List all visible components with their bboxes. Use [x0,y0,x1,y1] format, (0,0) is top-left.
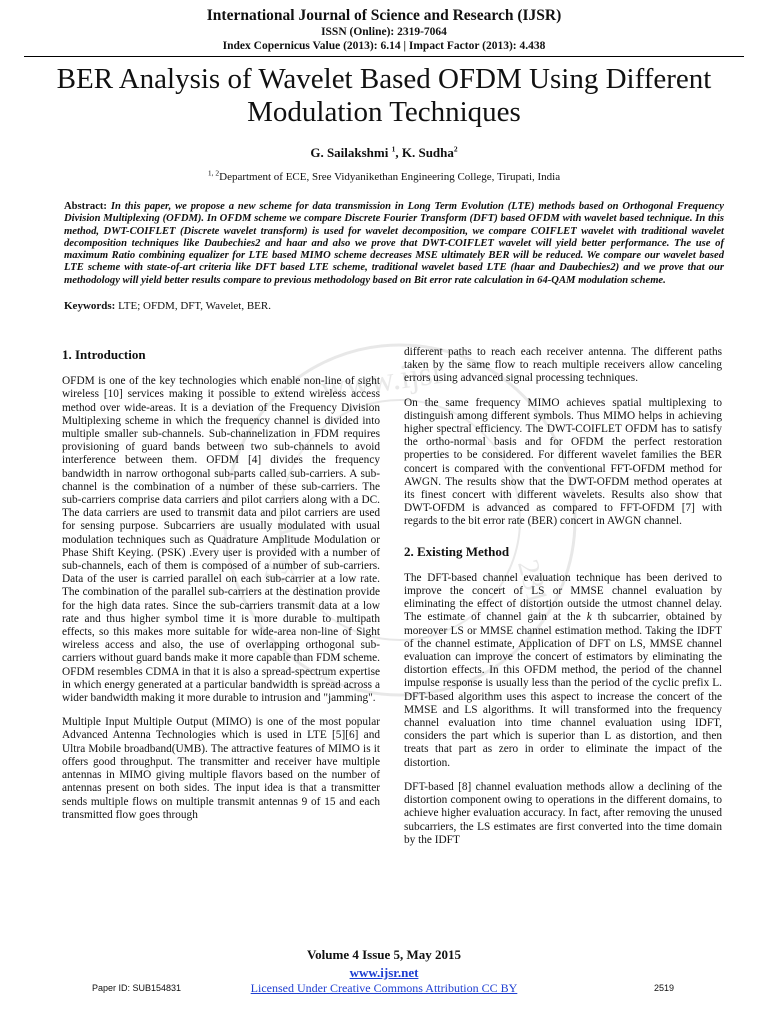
intro-paragraph-4: On the same frequency MIMO achieves spatial multiplexing to distinguish among different symbols. Thus MIMO helps in achieving higher spectral efficiency. The DWT-COIFLET OFDM has to satisfy the ortho-normal basis and for OFDM the perfect restoration properties to be considered. For different wavelet families the BER concert is compared with the conventional FFT-OFDM method for AWGN. The results show that the DWT-OFDM method operates at its finest concert with different wavelets. Results also show that DWT-OFDM is advanced as compared to FFT-OFDM [7] with regards to the bit error rate (BER) concert in AWGN channel. [404,396,722,528]
svg-text:2319: 2319 [510,556,559,623]
section-heading-introduction: 1. Introduction [62,347,146,362]
author-1-sup: 1 [391,144,396,154]
affiliation-text: Department of ECE, Sree Vidyanikethan Engineering College, Tirupati, India [219,171,561,183]
page-number: 2519 [654,983,675,993]
license-link[interactable]: Licensed Under Creative Commons Attribution CC BY [250,981,518,995]
footer-row [0,981,768,999]
author-2: K. Sudha [401,145,454,160]
keywords-text: LTE; OFDM, DFT, Wavelet, BER. [118,300,271,313]
left-column [62,346,380,944]
journal-website-link[interactable]: www.ijsr.net [349,965,419,980]
author-1: G. Sailakshmi [310,145,389,160]
issn-line: ISSN (Online): 2319-7064 [321,26,447,38]
paper-id: Paper ID: SUB154831 [92,983,182,993]
abstract [64,201,724,287]
body-columns [62,346,722,944]
svg-text:ISSN: ISSN [257,515,311,589]
affiliation-sup: 1, 2 [207,168,220,178]
journal-header [0,0,768,57]
affiliation [0,168,768,183]
author-line: G. Sailakshmi $^1$, K. Sudha$^2$ [310,144,458,160]
abstract-text: In this paper, we propose a new scheme for data transmission in Long Term Evolution (LTE) methods based on Orthogonal Frequency Division Multiplexing (OFDM). In OFDM scheme we compare Discrete Fourier Transform (DFT) based OFDM with wavelet based technique. In this method, DWT-COIFLET (Discrete wavelet transform) is used for wavelet decomposition, we compare COIFLET wavelet with traditional wavelet decomposition techniques like Daubechies2 and haar and also we prove that DWT-COIFLET wavelet will yield better performance. The use of maximum Ratio combining equalizer for LTE based MIMO scheme decreases MSE ultimately BER will be reduced. We compare our wavelet based LTE scheme with state-of-art criteria like DFT based LTE scheme, traditional wavelet based LTE (haar and Daubechies2) and we prove that our methodology will yield better results compare to previous methodology based on Bit error rate calculation in 64-QAM modulation scheme. [64,201,724,286]
keywords [64,300,724,312]
existing-paragraph-1 [404,572,722,770]
intro-paragraph-1: OFDM is one of the key technologies which enable non-line of sight wireless [10] services making it possible to extend wireless access method over wide-areas. It is a deviation of the Frequency Division Multiplexing scheme in which the frequency channel is divided into multiple smaller sub-channels. Sub-channelization in FDM requires provisioning of guard bands between two sub-channels to avoid interference between them. OFDM [4] divides the frequency bandwidth in narrow orthogonal sub-parts called sub-carriers. A sub-channel is the combination of a number of these sub-carriers. The sub-carriers comprise data carriers and pilot carriers along with a DC. The data carriers are used to transmit data and pilot carriers are used for sensing purpose. Subcarriers are usually modulated with usual modulation techniques such as Quadrature Amplitude Modulation or Phase Shift Keying. (PSK) .Every user is provided with a number of sub-channels, each of them is composed of a number of sub-carriers. Data of the user is carried parallel on each sub-carrier at a low rate. The combination of the parallel sub-carriers at the destination provide for the high data rates. Since the sub-carriers transmit data at a low rate and thus higher symbol time it is more durable to multipath effects, so this makes more suitable for wide-area non-line of Sight wireless access and also, the use of overlapping orthogonal sub-carriers without guard bands make it more capable than FDM scheme. OFDM resembles CDMA in that it is also a spread-spectrum expertise in which energy generated at a particular bandwidth is spread across a wider bandwidth making it more durable to intrusion and "jamming". [62,375,380,705]
page-footer [0,947,768,999]
keywords-label: Keywords: [64,300,116,313]
section-heading-existing-method: 2. Existing Method [404,543,510,559]
volume-issue: Volume 4 Issue 5, May 2015 [306,947,462,962]
intro-paragraph-2: Multiple Input Multiple Output (MIMO) is one of the most popular Advanced Antenna Technologies which is used in LTE [5][6] and Ultra Mobile broadband(UMB). The attractive features of MIMO is it offers good throughput. The transmitter and receiver have multiple antennas in MIMO giving multiple flavors based on the number of antennas present on both sides. The input idea is that a transmitter sends multiple flows on multiple transmit antennas 9 of 15 and each transmitted flow goes through [62,716,380,821]
header-divider [24,56,744,57]
existing-paragraph-1-b: th subcarrier, obtained by moreover LS or MMSE channel estimation method. Taking the IDFT of the channel estimate, Application of DFT on LS, MMSE channel evaluation can improve the concert of estimators by eliminating the distortion effects. In this OFDM method, the period of the channel impulse response is usually less than the period of the cyclic prefix L. DFT-based algorithm uses this aspect to increase the concert of the MMSE and LS algorithms. It will transformed into the frequency channel evaluation into time channel evaluation using IDFT, considers the part which is superior than L as distortion, and then treats that part as zero in order to eliminate the impact of the distortion. [404,611,722,769]
variable-k: k [586,611,592,624]
intro-paragraph-3: different paths to reach each receiver antenna. The different paths taken by the same flow to reach multiple receivers allow canceling errors using advanced signal processing techniques. [404,346,722,385]
author-2-sup: 2 [453,144,458,154]
abstract-label: Abstract: [64,201,107,212]
journal-name: International Journal of Science and Research (IJSR) [206,7,562,24]
existing-paragraph-1-a: The DFT-based channel evaluation technique has been derived to improve the concert of LS or MMSE channel evaluation by eliminating the effect of distortion outside the utmost channel delay. The estimate of channel gain at the [404,571,722,624]
index-line: Index Copernicus Value (2013): 6.14 | Impact Factor (2013): 4.438 [222,40,546,52]
paper-title: BER Analysis of Wavelet Based OFDM Using Different Modulation Techniques [56,63,712,128]
right-column [404,346,722,944]
existing-paragraph-2: DFT-based [8] channel evaluation methods allow a declining of the distortion component owing to operations in the different domains, to achieve higher evaluation accuracy. In fact, after removing the unused subcarriers, the LS estimates are first converted into the time domain by the IDFT [404,780,722,846]
svg-text:www.ijsr: www.ijsr [318,353,446,408]
